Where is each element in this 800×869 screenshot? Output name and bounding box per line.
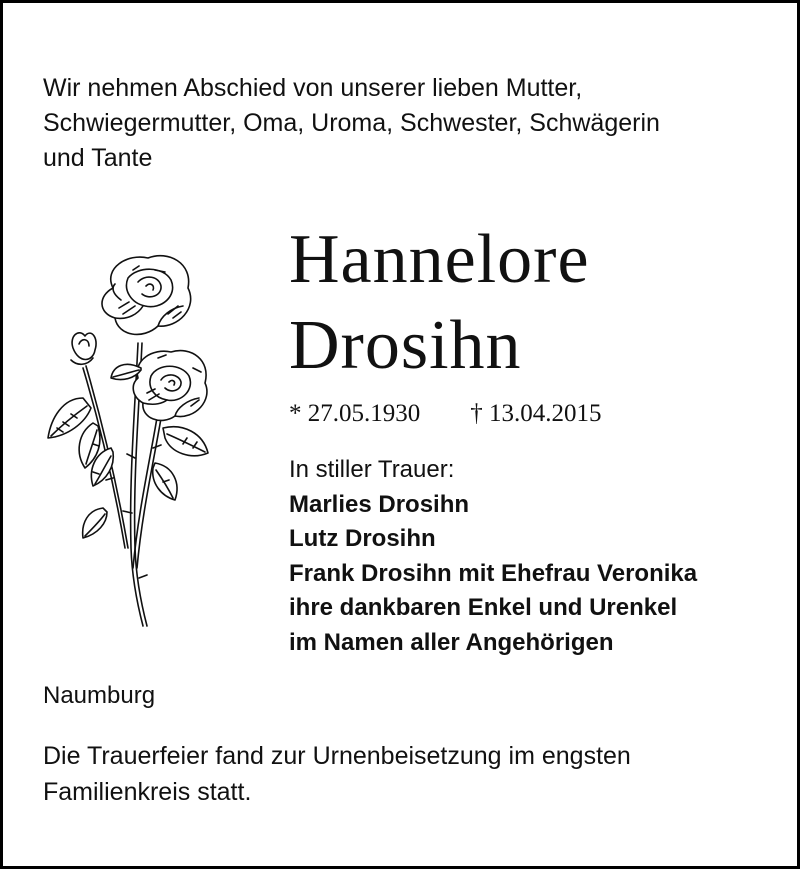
rose-icon [43,248,218,633]
mourner-name: Lutz Drosihn [289,525,436,552]
intro-line: Wir nehmen Abschied von unserer lieben Mutter, [43,74,583,102]
place-name: Naumburg [43,682,156,709]
death-date: † 13.04.2015 [470,400,602,427]
mourner-name: ihre dankbaren Enkel und Urenkel [289,594,678,621]
funeral-note [43,738,631,810]
birth-date: * 27.05.1930 [289,400,421,427]
mourner-name: Marlies Drosihn [289,490,470,518]
life-dates [289,399,602,429]
intro-text [43,71,763,176]
funeral-line: Die Trauerfeier fand zur Urnenbeisetzung im engsten [43,742,631,770]
intro-line: Schwiegermutter, Oma, Uroma, Schwester, Schwägerin [43,109,660,137]
deceased-first-name: Hannelore [289,221,590,298]
mourner-name: im Namen aller Angehörigen [289,628,614,656]
mourners-block [289,453,697,660]
deceased-last-name: Drosihn [289,307,522,384]
funeral-line: Familienkreis statt. [43,778,252,806]
mourners-heading: In stiller Trauer: [289,456,455,483]
intro-line: und Tante [43,144,153,172]
mourner-name: Frank Drosihn mit Ehefrau Veronika [289,559,698,587]
